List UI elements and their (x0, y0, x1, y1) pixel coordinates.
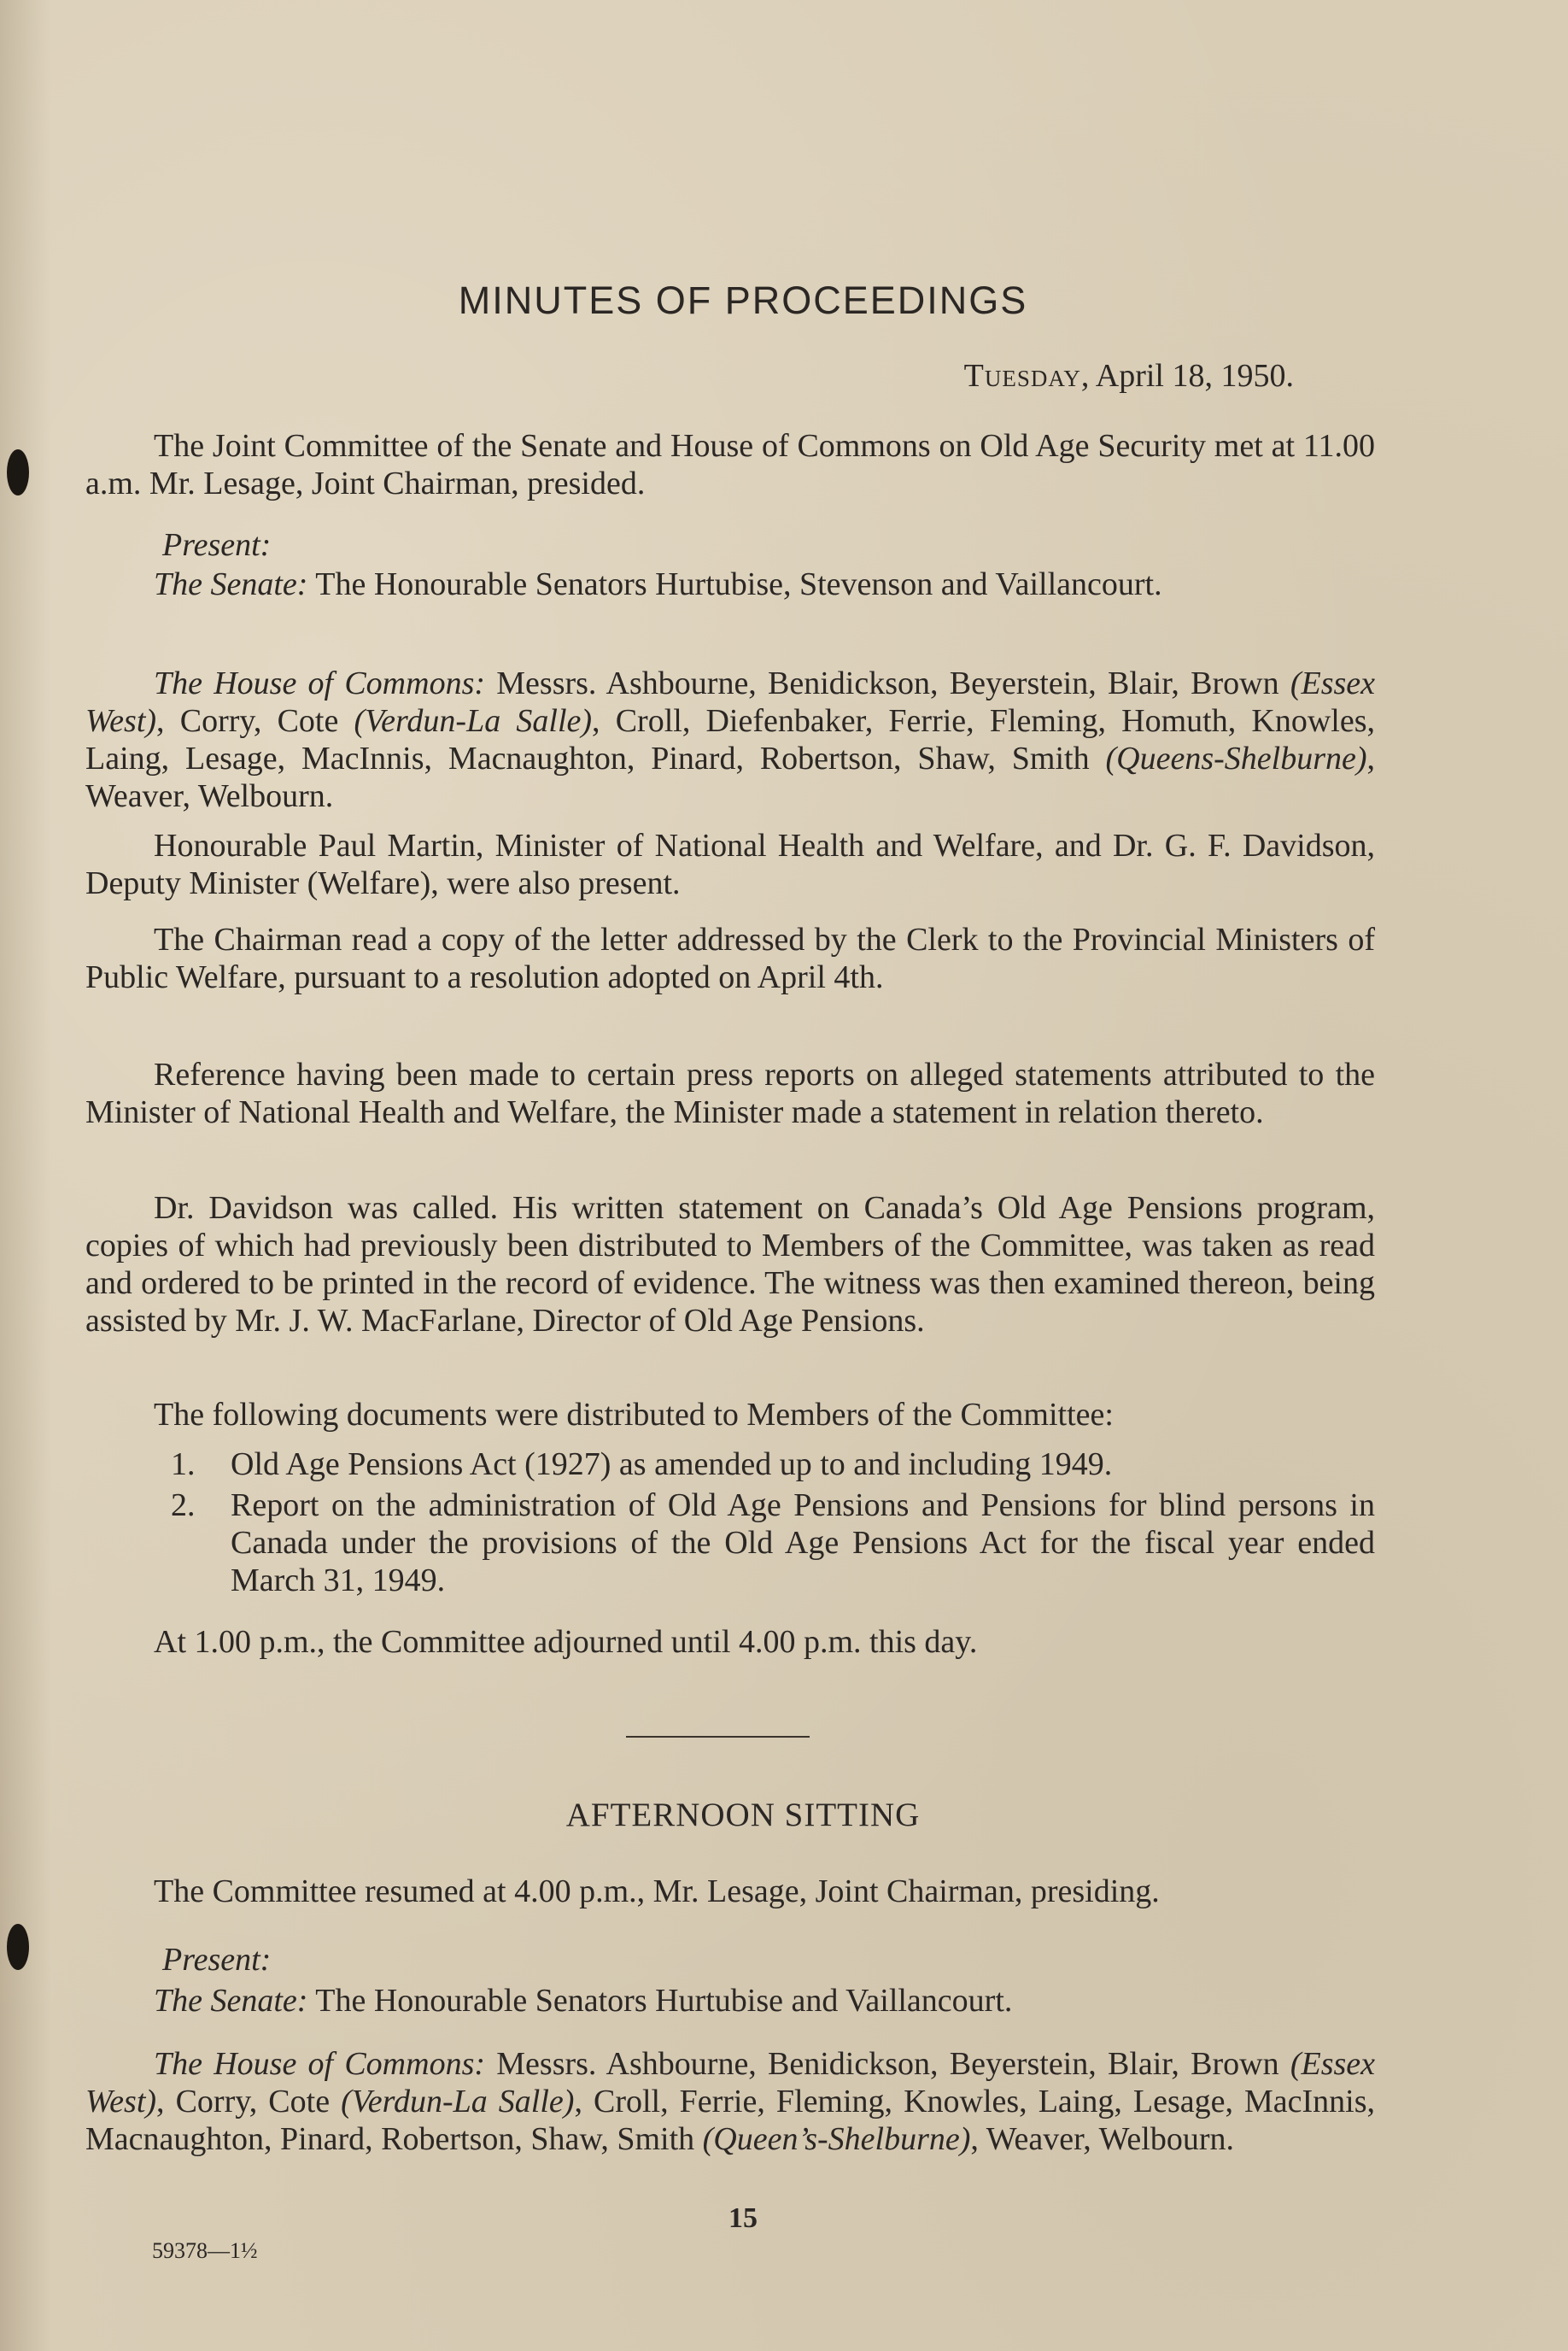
afternoon-senate-attendance (85, 1982, 1375, 2020)
commons-attendance (85, 665, 1375, 815)
afternoon-present-text: Present: (162, 1942, 272, 1978)
afternoon-present-label (85, 1941, 1375, 1979)
riding-1: (Essex West) (85, 665, 1376, 739)
afternoon-commons-attendance (85, 2045, 1375, 2158)
documents-intro (85, 1396, 1375, 1433)
binding-hole-bottom (7, 1924, 29, 1970)
adjourned-paragraph (85, 1623, 1375, 1661)
riding-2: (Verdun-La Salle) (354, 703, 593, 739)
list-item (171, 1445, 1375, 1483)
senate-members: The Honourable Senators Hurtubise, Stevenson and Vaillancourt. (315, 566, 1162, 602)
letter-text: The Chairman read a copy of the letter addressed by the Clerk to the Provincial Ministers of Public Welfare, pursuant to a resolution adopted on April 4th. (85, 922, 1375, 995)
list-item-text: Old Age Pensions Act (1927) as amended up to and including 1949. (231, 1446, 1113, 1482)
opening-text: The Joint Committee of the Senate and House of Commons on Old Age Security met at 11.00 a.m. Mr. Lesage, Joint Chairman, presided. (85, 428, 1375, 501)
adjourned-text: At 1.00 p.m., the Committee adjourned until 4.00 p.m. this day. (154, 1624, 978, 1660)
document-page (85, 0, 1375, 2351)
print-code: 59378—1½ (152, 2238, 258, 2263)
section-divider (626, 1736, 810, 1738)
page-number: 15 (728, 2202, 758, 2234)
afternoon-senate-label: The Senate: (154, 1983, 308, 2019)
riding-3: (Queens-Shelburne) (1105, 741, 1367, 777)
sitting-date (964, 357, 1294, 395)
resumed-paragraph (85, 1873, 1375, 1910)
letter-paragraph (85, 921, 1375, 996)
senate-label: The Senate: (154, 566, 308, 602)
afternoon-riding-1: (Essex West) (85, 2046, 1376, 2119)
afternoon-heading: AFTERNOON SITTING (565, 1797, 921, 1833)
documents-intro-text: The following documents were distributed to Members of the Committee: (154, 1397, 1114, 1433)
commons-members-3: , Croll, Diefenbaker, Ferrie, Fleming, Homuth, Knowles, Laing, Lesage, MacInnis, Macnaughton, Pinard, Robertson, Shaw, Smith (85, 703, 1375, 777)
present-label (85, 526, 1375, 564)
afternoon-riding-3: (Queen’s-Shelburne) (702, 2121, 971, 2157)
date-weekday: Tuesday (963, 358, 1081, 394)
afternoon-commons-members-3: , Croll, Ferrie, Fleming, Knowles, Laing, Lesage, MacInnis, Macnaughton, Pinard, Robertson, Shaw, Smith (85, 2084, 1376, 2157)
present-label-text: Present: (162, 527, 272, 563)
afternoon-riding-2: (Verdun-La Salle) (341, 2084, 575, 2119)
davidson-paragraph (85, 1189, 1375, 1340)
list-item (171, 1486, 1375, 1599)
afternoon-commons-label: The House of Commons: (154, 2046, 486, 2082)
commons-members-2: , Corry, Cote (156, 703, 339, 739)
list-item-text: Report on the administration of Old Age Pensions and Pensions for blind persons in Canada under the provisions of the Old Age Pensions Act for the fiscal year ended March 31, 1949. (231, 1487, 1375, 1598)
list-item-number: 2. (171, 1487, 196, 1523)
binding-hole-top (7, 449, 29, 495)
document-title: MINUTES OF PROCEEDINGS (458, 278, 1028, 322)
commons-label: The House of Commons: (154, 665, 486, 701)
resumed-text: The Committee resumed at 4.00 p.m., Mr. Lesage, Joint Chairman, presiding. (154, 1873, 1160, 1909)
date-rest: , April 18, 1950. (1080, 358, 1294, 394)
senate-attendance (85, 566, 1375, 603)
davidson-text: Dr. Davidson was called. His written statement on Canada’s Old Age Pensions program, copies of which had previously been distributed to Members of the Committee, was taken as read and ordered to be printed in the record of evidence. The witness was then examined thereon, being assisted by Mr. J. W. MacFarlane, Director of Old Age Pensions. (85, 1190, 1375, 1339)
afternoon-commons-members-2: , Corry, Cote (156, 2084, 331, 2119)
opening-paragraph (85, 427, 1375, 502)
documents-list (171, 1445, 1375, 1599)
commons-members-4: , Weaver, Welbourn. (85, 741, 1376, 814)
also-present-paragraph (85, 827, 1375, 902)
reference-text: Reference having been made to certain press reports on alleged statements attributed to the Minister of National Health and Welfare, the Minister made a statement in relation thereto. (85, 1057, 1375, 1130)
afternoon-commons-members-1: Messrs. Ashbourne, Benidickson, Beyerstein, Blair, Brown (496, 2046, 1279, 2082)
reference-paragraph (85, 1056, 1375, 1131)
also-present-text: Honourable Paul Martin, Minister of National Health and Welfare, and Dr. G. F. Davidson, Deputy Minister (Welfare), were also present. (85, 828, 1375, 901)
afternoon-commons-members-4: , Weaver, Welbourn. (970, 2121, 1235, 2157)
commons-members-1: Messrs. Ashbourne, Benidickson, Beyerstein, Blair, Brown (496, 665, 1279, 701)
afternoon-senate-members: The Honourable Senators Hurtubise and Vaillancourt. (315, 1983, 1013, 2019)
list-item-number: 1. (171, 1446, 196, 1482)
